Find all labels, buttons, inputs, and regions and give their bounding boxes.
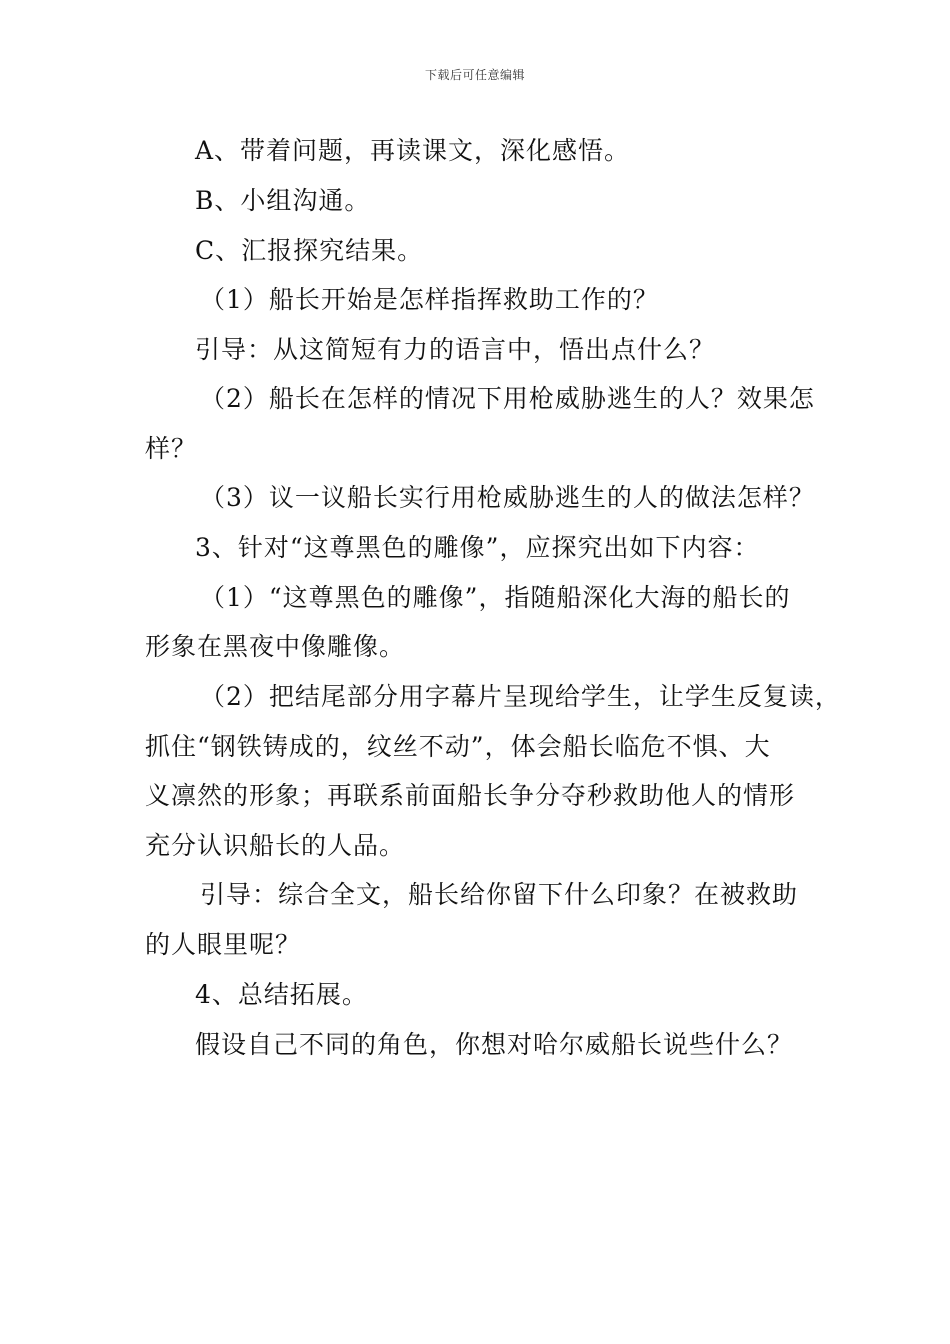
- paragraph-line: 引导：从这简短有力的语言中，悟出点什么？: [195, 335, 716, 364]
- paragraph-line: 形象在黑夜中像雕像。: [145, 632, 406, 661]
- paragraph-line: 的人眼里呢？: [145, 930, 302, 959]
- paragraph-line: 样？: [145, 434, 198, 463]
- paragraph-line: C、汇报探究结果。: [195, 236, 424, 265]
- page-header: 下载后可任意编辑: [424, 68, 525, 82]
- paragraph-line: 引导：综合全文，船长给你留下什么印象？在被救助: [200, 880, 799, 909]
- paragraph-line: A、带着问题，再读课文，深化感悟。: [195, 136, 631, 165]
- paragraph-line: 4、总结拓展。: [195, 980, 368, 1009]
- paragraph-line: 抓住“钢铁铸成的，纹丝不动”，体会船长临危不惧、大: [145, 732, 771, 761]
- paragraph-line: 义凛然的形象；再联系前面船长争分夺秒救助他人的情形: [145, 781, 796, 810]
- paragraph-line: （2）船长在怎样的情况下用枪威胁逃生的人？效果怎: [200, 384, 815, 413]
- paragraph-line: （1）“这尊黑色的雕像”，指随船深化大海的船长的: [200, 583, 791, 612]
- paragraph-line: （2）把结尾部分用字幕片呈现给学生，让学生反复读，: [200, 682, 841, 711]
- paragraph-line: 假设自己不同的角色，你想对哈尔威船长说些什么？: [195, 1030, 794, 1059]
- paragraph-line: 3、针对“这尊黑色的雕像”，应探究出如下内容：: [195, 533, 760, 562]
- paragraph-line: 充分认识船长的人品。: [145, 831, 406, 860]
- paragraph-line: （3）议一议船长实行用枪威胁逃生的人的做法怎样？: [200, 483, 815, 512]
- paragraph-line: （1）船长开始是怎样指挥救助工作的？: [200, 285, 659, 314]
- paragraph-line: B、小组沟通。: [195, 186, 371, 215]
